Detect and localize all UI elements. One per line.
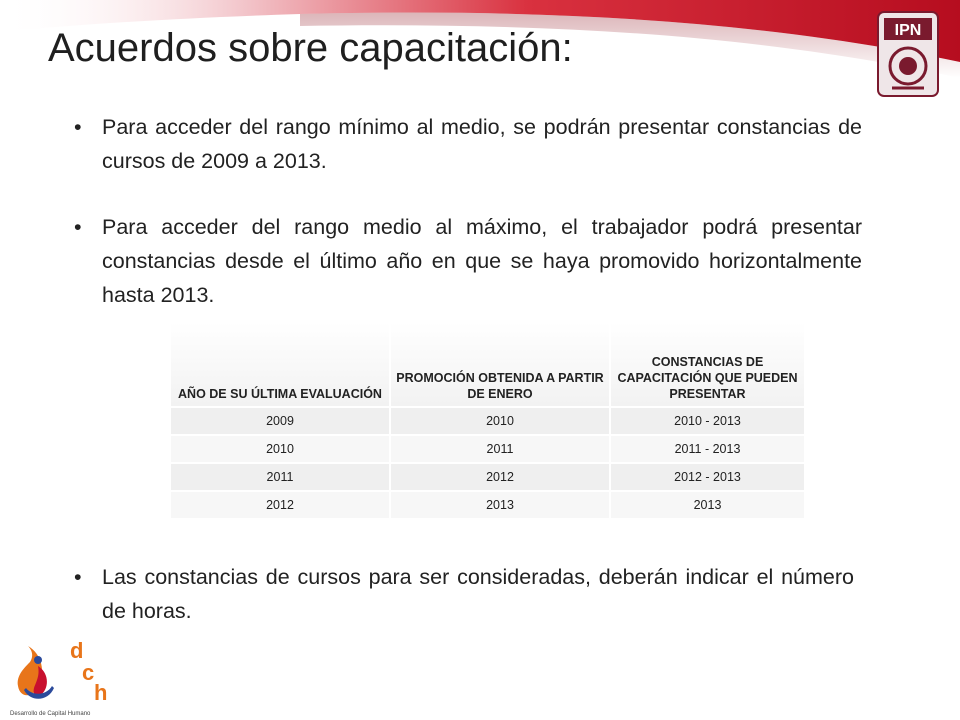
table-cell: 2012 (171, 491, 390, 518)
dch-letter-h: h (94, 680, 108, 705)
dch-caption: Desarrollo de Capital Humano (10, 711, 91, 717)
dch-letter-d: d (70, 638, 84, 663)
dch-letter-c: c (82, 660, 95, 685)
table-header-cell: PROMOCIÓN OBTENIDA A PARTIR DE ENERO (390, 322, 610, 407)
ipn-logo-icon (872, 8, 944, 100)
table-cell: 2010 (171, 435, 390, 463)
table-cell: 2009 (171, 407, 390, 435)
table-cell: 2010 (390, 407, 610, 435)
table-cell: 2013 (390, 491, 610, 518)
table-cell: 2011 (390, 435, 610, 463)
table-row (171, 407, 805, 435)
table-cell: 2013 (610, 491, 805, 518)
bullet-item-1 (74, 110, 862, 178)
bullet-item-2 (74, 210, 862, 312)
table-cell: 2011 (171, 463, 390, 491)
slide-title: Acuerdos sobre capacitación: (48, 26, 573, 70)
table-header-cell: CONSTANCIAS DE CAPACITACIÓN QUE PUEDEN PRESENTAR (610, 322, 805, 407)
bullet-text-1: Para acceder del rango mínimo al medio, se podrán presentar constancias de cursos de 2009 a 2013. (102, 115, 862, 173)
training-table (171, 322, 806, 518)
ipn-logo-text: IPN (894, 22, 922, 39)
table-row (171, 463, 805, 491)
table-header-row (171, 322, 805, 407)
table-header-cell: AÑO DE SU ÚLTIMA EVALUACIÓN (171, 322, 390, 407)
table-row (171, 491, 805, 518)
table-cell: 2010 - 2013 (610, 407, 805, 435)
bullet-dot: • (74, 565, 82, 589)
table-cell: 2012 - 2013 (610, 463, 805, 491)
table-row (171, 435, 805, 463)
bullet-text-3: Las constancias de cursos para ser consideradas, deberán indicar el número de horas. (102, 565, 854, 623)
dch-logo-icon (8, 632, 126, 718)
bullet-dot: • (74, 215, 82, 239)
table-cell: 2012 (390, 463, 610, 491)
bullet-dot: • (74, 115, 82, 139)
bullet-text-2: Para acceder del rango medio al máximo, el trabajador podrá presentar constancias desde el último año en que se haya promovido horizontalmente hasta 2013. (102, 215, 862, 307)
table-cell: 2011 - 2013 (610, 435, 805, 463)
bullet-item-3 (74, 560, 854, 628)
